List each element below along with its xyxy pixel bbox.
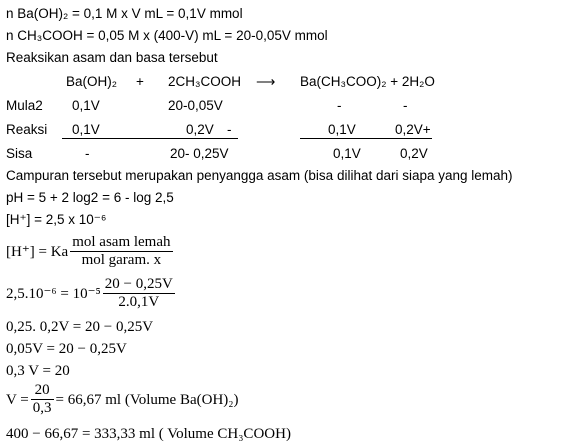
ph-line: pH = 5 + 2 log2 = 6 - log 2,5 xyxy=(6,190,174,205)
sisa-water: 0,2V xyxy=(400,146,428,161)
reaksi-salt: 0,1V xyxy=(328,122,356,137)
volume-baoh2-equation xyxy=(6,382,239,417)
volume-rhs: = 66,67 ml (Volume Ba(OH)₂) xyxy=(55,391,239,408)
row-label-reaksi: Reaksi xyxy=(6,122,48,137)
react-intro-line: Reaksikan asam dan basa tersebut xyxy=(6,50,218,65)
buffer-formula-numerator: mol asam lemah xyxy=(72,234,171,250)
reaksi-underline-right xyxy=(300,138,432,139)
header-products: Ba(CH₃COO)₂ + 2H₂O xyxy=(300,74,435,89)
moles-baoh2-line: n Ba(OH)₂ = 0,1 M x V mL = 0,1V mmol xyxy=(6,6,243,21)
substitution-equation xyxy=(6,276,177,311)
buffer-statement: Campuran tersebut merupakan penyangga asam (bisa dilihat dari siapa yang lemah) xyxy=(6,168,513,183)
mula2-salt: - xyxy=(337,98,342,113)
header-arrow: ⟶ xyxy=(256,74,276,89)
header-plus: + xyxy=(136,74,144,89)
buffer-formula-fraction xyxy=(70,234,172,269)
equation-step-4: 0,05V = 20 − 0,25V xyxy=(6,341,127,357)
reaksi-water: 0,2V+ xyxy=(395,122,431,137)
reaksi-baoh2: 0,1V xyxy=(72,122,100,137)
substitution-numerator: 20 − 0,25V xyxy=(104,276,173,292)
sisa-ch3cooh: 20- 0,25V xyxy=(170,146,229,161)
h-concentration-line: [H⁺] = 2,5 x 10⁻⁶ xyxy=(6,212,107,227)
buffer-formula-denominator: mol garam. x xyxy=(81,252,162,268)
volume-numerator: 20 xyxy=(31,382,54,400)
row-label-mula2: Mula2 xyxy=(6,98,43,113)
sisa-baoh2: - xyxy=(85,146,90,161)
mula2-water: - xyxy=(403,98,408,113)
reaksi-underline-left xyxy=(62,138,238,139)
reaksi-ch3cooh: 0,2V xyxy=(186,122,214,137)
reaksi-minus: - xyxy=(227,122,232,137)
substitution-fraction xyxy=(103,276,175,311)
equation-step-3: 0,25. 0,2V = 20 − 0,25V xyxy=(6,319,154,335)
mula2-ch3cooh: 20-0,05V xyxy=(168,98,223,113)
mula2-baoh2: 0,1V xyxy=(72,98,100,113)
volume-fraction xyxy=(31,382,54,417)
buffer-formula xyxy=(6,234,175,269)
buffer-formula-lhs: [H⁺] = Ka xyxy=(6,243,69,260)
volume-ch3cooh-equation: 400 − 66,67 = 333,33 ml ( Volume CH₃COOH) xyxy=(6,426,291,442)
volume-denominator: 0,3 xyxy=(32,400,52,416)
substitution-denominator: 2.0,1V xyxy=(118,294,160,310)
moles-ch3cooh-line: n CH₃COOH = 0,05 M x (400-V) mL = 20-0,05V mmol xyxy=(6,28,328,43)
volume-lhs: V = xyxy=(6,391,29,408)
substitution-lhs: 2,5.10⁻⁶ = 10⁻⁵ xyxy=(6,285,101,302)
row-label-sisa: Sisa xyxy=(6,146,33,161)
header-baoh2: Ba(OH)₂ xyxy=(66,74,117,89)
equation-step-5: 0,3 V = 20 xyxy=(6,363,70,379)
header-ch3cooh: 2CH₃COOH xyxy=(168,74,242,89)
sisa-salt: 0,1V xyxy=(333,146,361,161)
